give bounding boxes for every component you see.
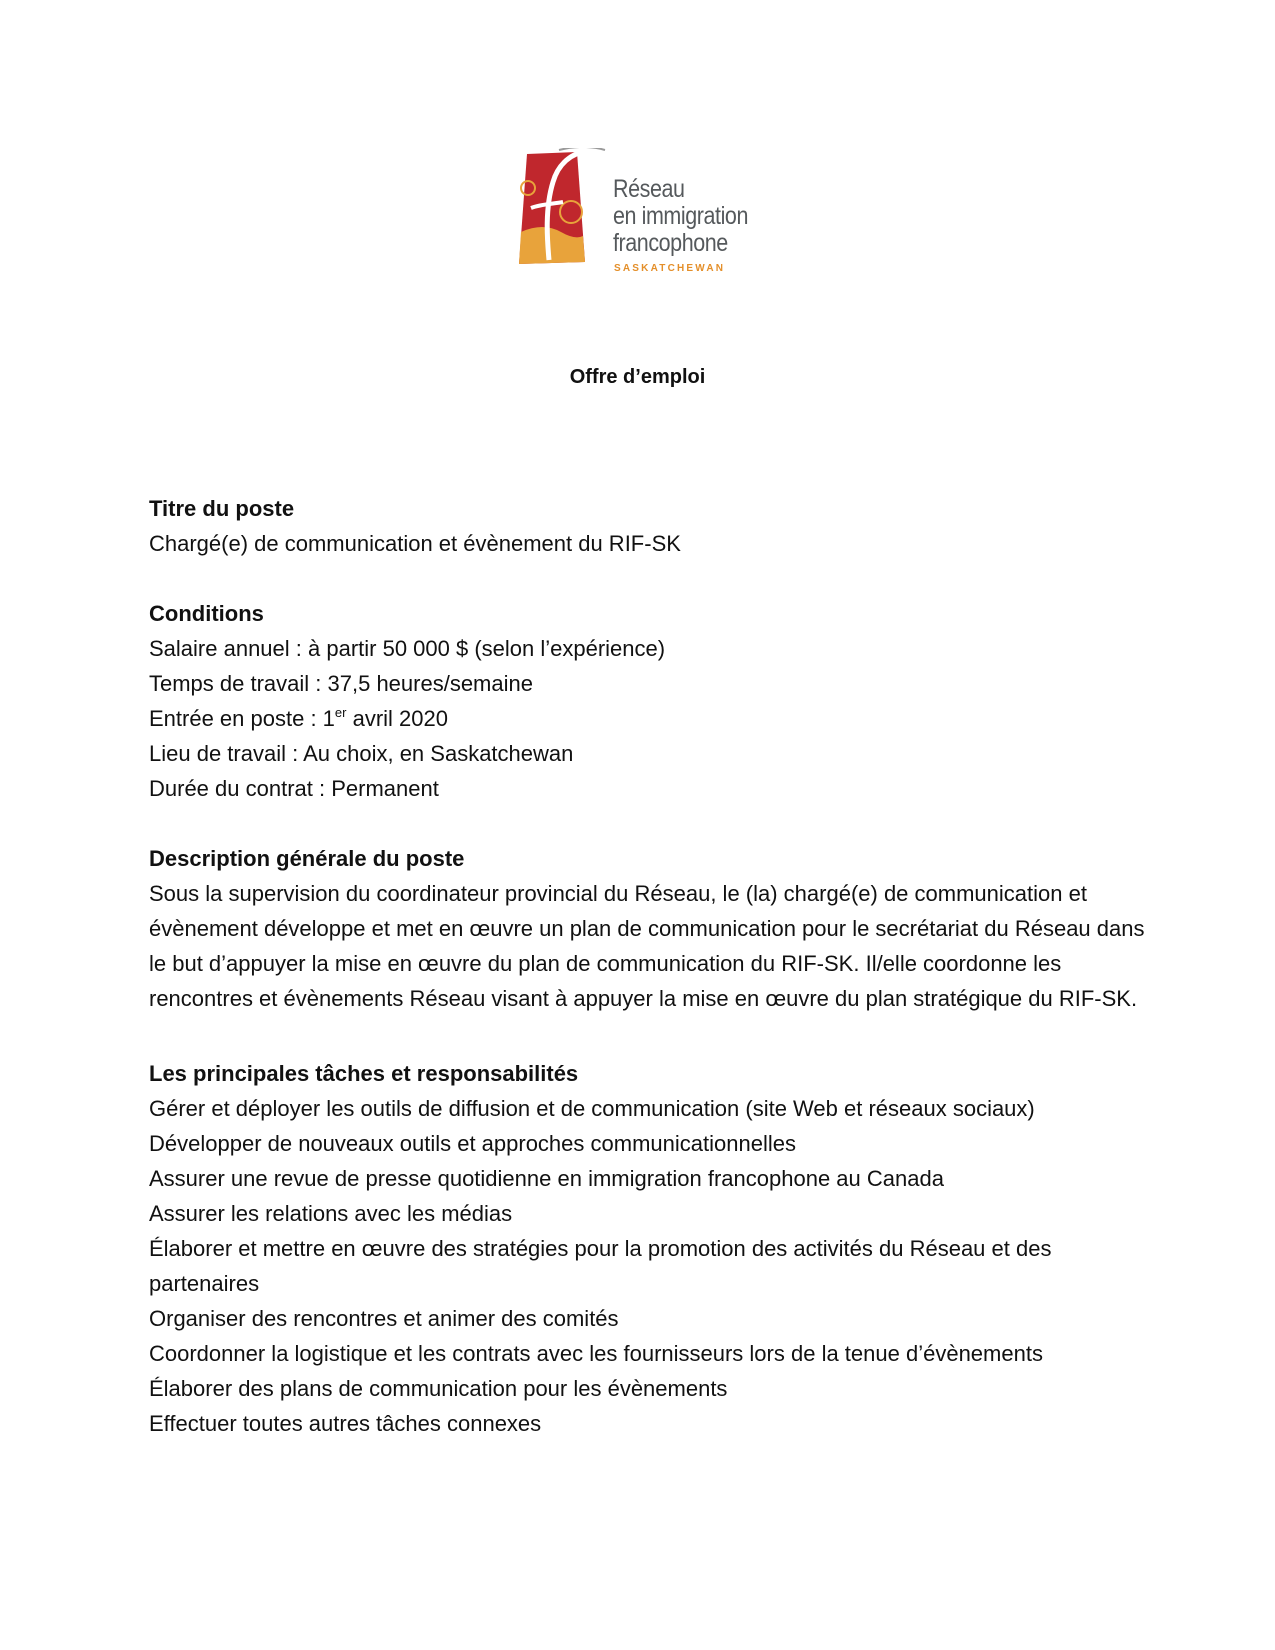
conditions-section <box>149 596 1149 806</box>
condition-location: Lieu de travail : Au choix, en Saskatchewan <box>149 741 574 766</box>
condition-duration: Durée du contrat : Permanent <box>149 776 439 801</box>
job-title-value: Chargé(e) de communication et évènement du RIF-SK <box>149 531 681 556</box>
start-date-prefix: Entrée en poste : 1 <box>149 706 335 731</box>
logo-text-line-3: francophone <box>613 229 728 257</box>
logo-text-line-2: en immigration <box>613 202 748 230</box>
task-item: Organiser des rencontres et animer des comités <box>149 1306 619 1331</box>
logo-emblem-icon <box>515 148 615 278</box>
description-section <box>149 841 1149 1021</box>
tasks-section <box>149 1056 1149 1441</box>
condition-hours: Temps de travail : 37,5 heures/semaine <box>149 671 533 696</box>
start-date-suffix: avril 2020 <box>346 706 448 731</box>
condition-salary: Salaire annuel : à partir 50 000 $ (selon l’expérience) <box>149 636 666 661</box>
task-item: Gérer et déployer les outils de diffusion et de communication (site Web et réseaux sociaux) <box>149 1096 1035 1121</box>
task-item: Développer de nouveaux outils et approches communicationnelles <box>149 1131 796 1156</box>
document-body <box>149 491 1149 1476</box>
task-item: Élaborer des plans de communication pour les évènements <box>149 1376 728 1401</box>
task-item: Élaborer et mettre en œuvre des stratégies pour la promotion des activités du Réseau et des partenaires <box>149 1236 1052 1296</box>
document-heading: Offre d’emploi <box>569 366 706 388</box>
condition-start-date <box>149 701 1149 736</box>
task-item: Assurer une revue de presse quotidienne en immigration francophone au Canada <box>149 1166 944 1191</box>
section-heading-description: Description générale du poste <box>149 846 465 871</box>
job-title-section <box>149 491 1149 561</box>
start-date-superscript: er <box>334 705 347 720</box>
task-item: Effectuer toutes autres tâches connexes <box>149 1411 542 1436</box>
section-heading-tasks: Les principales tâches et responsabilités <box>149 1061 579 1086</box>
organization-logo <box>515 148 765 278</box>
logo-text-line-1: Réseau <box>613 175 685 203</box>
description-text: Sous la supervision du coordinateur provincial du Réseau, le (la) chargé(e) de communication et évènement développe et met en œuvre un plan de communication pour le secrétariat du Réseau dans le but d’appuyer la mise en œuvre du plan de communication du RIF-SK. Il/elle coordonne les rencontres et évènements Réseau visant à appuyer la mise en œuvre du plan stratégique du RIF-SK. <box>149 881 1145 1011</box>
logo-province-text: SASKATCHEWAN <box>614 263 726 274</box>
task-item: Assurer les relations avec les médias <box>149 1201 513 1226</box>
task-item: Coordonner la logistique et les contrats avec les fournisseurs lors de la tenue d’évènements <box>149 1341 1043 1366</box>
section-heading-conditions: Conditions <box>149 601 264 626</box>
section-heading-job-title: Titre du poste <box>149 496 295 521</box>
